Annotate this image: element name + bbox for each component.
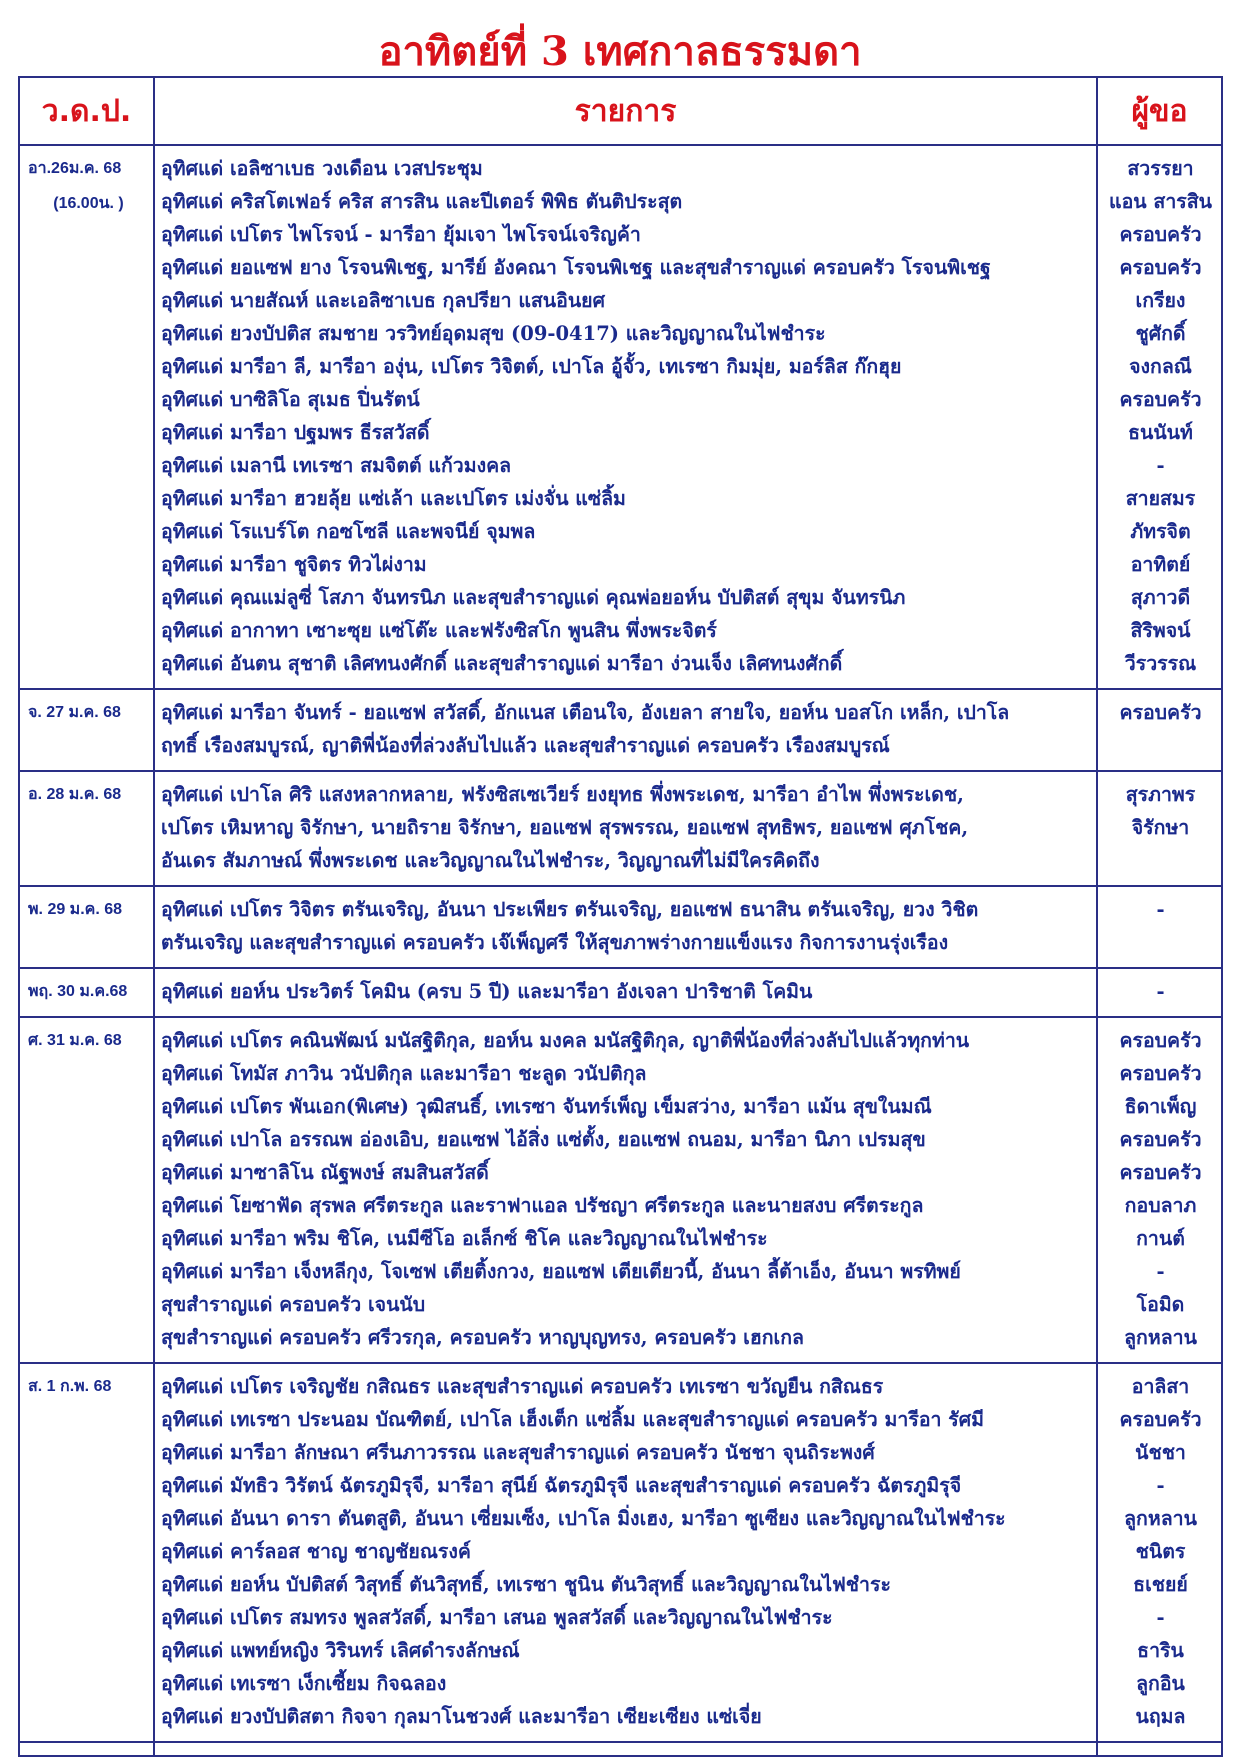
requester-name: โอมิด [1136,1293,1185,1316]
intention-line: อุทิศแด่ เปโตร สมทรง พูลสวัสดิ์, มารีอา เสนอ พูลสวัสดิ์ และวิญญาณในไฟชำระ [161,1606,833,1629]
intention-line: อุทิศแด่ ยวงบัปติส สมชาย วรวิทย์อุดมสุข (09-0417) และวิญญาณในไฟชำระ [161,322,826,345]
requester-name: ธนนันท์ [1128,421,1193,444]
requester-name: ชนิตร [1135,1540,1186,1563]
requester-name: ครอบครัว [1119,1062,1202,1085]
intention-line: อุทิศแด่ อากาทา เซาะซุย แซ่โต๊ะ และฟรังซิสโก พูนสิน พึ่งพระจิตร์ [161,619,717,642]
intention-line: อุทิศแด่ เปโตร พันเอก(พิเศษ) วุฒิสนธิ์, เทเรซา จันทร์เพ็ญ เข็มสว่าง, มารีอา แม้น สุขในมณี [161,1095,932,1118]
intention-line: อุทิศแด่ เปโตร คณินพัฒน์ มนัสฐิติกุล, ยอห์น มงคล มนัสฐิติกุล, ญาติพี่น้องที่ล่วงลับไปแล้วทุกท่าน [161,1029,970,1052]
intention-line: สุขสำราญแด่ ครอบครัว เจนนับ [161,1293,426,1316]
items-cell [154,771,1097,886]
date-cell [19,886,154,968]
page-title: อาทิตย์ที่ 3 เทศกาลธรรมดา [378,28,862,75]
intention-line: สุขสำราญแด่ ครอบครัว ศรีวรกุล, ครอบครัว หาญบุญทรง, ครอบครัว เฮกเกล [161,1326,804,1349]
column-header-requester: ผู้ขอ [1097,77,1222,145]
intention-line: อุทิศแด่ โทมัส ภาวิน วนัปติกุล และมารีอา ชะลูด วนัปติกุล [161,1062,647,1085]
intention-line: อุทิศแด่ แพทย์หญิง วิรินทร์ เลิศดำรงลักษณ์ [161,1639,520,1662]
intention-line: อุทิศแด่ เทเรซา เง็กเซี้ยม กิจฉลอง [161,1672,447,1695]
requester-name: แอน สารสิน [1109,190,1212,213]
requester-name: ครอบครัว [1119,1029,1202,1052]
table-body [19,145,1222,1756]
items-cell [154,968,1097,1017]
requester-name: อาทิตย์ [1130,553,1191,576]
column-header-items: รายการ [154,77,1097,145]
intention-line: อุทิศแด่ โยซาฟัด สุรพล ศรีตระกูล และราฟาแอล ปรัชญา ศรีตระกูล และนายสงบ ศรีตระกูล [161,1194,924,1217]
intention-line: อุทิศแด่ คุณแม่ลูซี่ โสภา จันทรนิภ และสุขสำราญแด่ คุณพ่อยอห์น บัปติสต์ สุขุม จันทรนิภ [161,586,906,609]
table-row [19,1363,1222,1742]
requester-cell [1097,145,1222,689]
requester-name: - [1156,454,1165,477]
intention-line: อุทิศแด่ มารีอา จันทร์ - ยอแซฟ สวัสดิ์, อักแนส เตือนใจ, อังเยลา สายใจ, ยอห์น บอสโก เหล็ก, เปาโล [161,701,1010,724]
intention-line: ตรันเจริญ และสุขสำราญแด่ ครอบครัว เจ๊เพ็ญศรี ให้สุขภาพร่างกายแข็งแรง กิจการงานรุ่งเรือง [161,931,949,954]
date-cell [19,1363,154,1742]
items-cell [154,145,1097,689]
intention-line: อุทิศแด่ ยวงบัปติสตา กิจจา กุลมาโนชวงศ์ และมารีอา เซียะเซียง แซ่เจี่ย [161,1705,762,1728]
requester-name: จิรักษา [1131,816,1190,839]
intention-line: อุทิศแด่ เอลิซาเบธ วงเดือน เวสประชุม [161,157,483,180]
intention-line: อุทิศแด่ บาซิลิโอ สุเมธ ปิ่นรัตน์ [161,388,420,411]
requester-cell [1097,771,1222,886]
items-cell [154,1363,1097,1742]
intention-line: อุทิศแด่ เทเรซา ประนอม บัณฑิตย์, เปาโล เฮ็งเต็ก แซ่ลิ้ม และสุขสำราญแด่ ครอบครัว มารีอา รัศมี [161,1408,984,1431]
requester-name: ธาริน [1137,1639,1184,1662]
requester-name: สายสมร [1125,487,1196,510]
intention-line: อุทิศแด่ เปโตร ไพโรจน์ - มารีอา ยุ้มเจา ไพโรจน์เจริญค้า [161,223,641,246]
requester-cell [1097,886,1222,968]
table-header-row [19,77,1222,145]
intention-line: อุทิศแด่ นายสัณห์ และเอลิซาเบธ กุลปรียา แสนอินยศ [161,289,605,312]
intention-line: อุทิศแด่ มารีอา ลักษณา ศรีนภาวรรณ และสุขสำราญแด่ ครอบครัว นัชชา จุนถิระพงศ์ [161,1441,875,1464]
intention-line: อุทิศแด่ มารีอา ชูจิตร ทิวไผ่งาม [161,553,427,576]
intention-line: อุทิศแด่ มารีอา เจ็งหลีกุง, โจเซฟ เตียติ้งกวง, ยอแซฟ เตียเตียวนี้, อันนา ลี้ต้าเอ็ง, อันนา พรทิพย์ [161,1260,961,1283]
date-cell [19,968,154,1017]
intention-line: อุทิศแด่ มารีอา ฮวยลุ้ย แซ่เล้า และเปโตร เม่งจั่น แซ่ลิ้ม [161,487,626,510]
requester-name: - [1156,1474,1165,1497]
table-row [19,689,1222,771]
table-row [19,1017,1222,1363]
date-text: ส. 1 ก.พ. 68 [28,1378,112,1395]
requester-name: ลูกหลาน [1124,1326,1197,1349]
intention-line: อุทิศแด่ เมลานี เทเรซา สมจิตต์ แก้วมงคล [161,454,512,477]
date-cell [19,689,154,771]
table-row [19,145,1222,689]
date-cell [19,145,154,689]
date-cell [19,1017,154,1363]
intention-line: อุทิศแด่ มารีอา ปฐมพร ธีรสวัสดิ์ [161,421,430,444]
requester-name: สุภาวดี [1130,586,1191,609]
intention-line: อุทิศแด่ เปโตร เจริญชัย กสิณธร และสุขสำราญแด่ ครอบครัว เทเรซา ขวัญยืน กสิณธร [161,1375,884,1398]
requester-name: วีรวรรณ [1124,652,1197,675]
requester-name: นัชชา [1135,1441,1186,1464]
requester-name: กานต์ [1136,1227,1185,1250]
table-row [19,886,1222,968]
requester-name: จงกลณี [1129,355,1192,378]
table-row [19,771,1222,886]
requester-cell [1097,1017,1222,1363]
requester-cell [1097,689,1222,771]
requester-name: ธิดาเพ็ญ [1124,1095,1197,1118]
intention-line: อุทิศแด่ ยอแซฟ ยาง โรจนพิเชฐ, มารีย์ อังคณา โรจนพิเชฐ และสุขสำราญแด่ ครอบครัว โรจนพิเชฐ [161,256,991,279]
requester-name: ลูกอิน [1136,1672,1185,1695]
date-text: พฤ. 30 ม.ค.68 [28,983,128,1000]
requester-name: ลูกหลาน [1124,1507,1197,1530]
mass-intentions-table [18,76,1223,1757]
date-text: อ. 28 ม.ค. 68 [28,786,122,803]
intention-line: ฤทธิ์ เรืองสมบูรณ์, ญาติพี่น้องที่ล่วงลับไปแล้ว และสุขสำราญแด่ ครอบครัว เรืองสมบูรณ์ [161,734,890,757]
requester-name: ครอบครัว [1119,1408,1202,1431]
items-cell [154,1017,1097,1363]
requester-name: อาลิสา [1131,1375,1190,1398]
requester-name: - [1156,980,1165,1003]
requester-cell [1097,968,1222,1017]
requester-name: ครอบครัว [1119,223,1202,246]
requester-name: สุรภาพร [1125,783,1196,806]
intention-line: อุทิศแด่ ยอห์น ประวิตร์ โคมิน (ครบ 5 ปี) และมารีอา อังเจลา ปาริชาติ โคมิน [161,980,813,1003]
intention-line: อุทิศแด่ มาซาลิโน ณัฐพงษ์ สมสินสวัสดิ์ [161,1161,489,1184]
intention-line: อุทิศแด่ มารีอา พริม ชิโค, เนมีซีโอ อเล็กซ์ ชิโค และวิญญาณในไฟชำระ [161,1227,768,1250]
requester-name: เกรียง [1135,289,1186,312]
intention-line: อุทิศแด่ มัทธิว วิรัตน์ ฉัตรภูมิรุจี, มารีอา สุนีย์ ฉัตรภูมิรุจี และสุขสำราญแด่ ครอบครัว ฉัตรภูมิรุจี [161,1474,962,1497]
intention-line: อุทิศแด่ เปาโล อรรณพ อ่องเอิบ, ยอแซฟ ไอ้สิ่ง แซ่ตั้ง, ยอแซฟ ถนอม, มารีอา นิภา เปรมสุข [161,1128,926,1151]
intention-line: อุทิศแด่ มารีอา ลี, มารีอา องุ่น, เปโตร วิจิตต์, เปาโล อู้จั้ว, เทเรซา กิมมุ่ย, มอร์ลิส ก๊กฮุย [161,355,902,378]
requester-name: ธเชยย์ [1133,1573,1188,1596]
requester-name: ภัทรจิต [1130,520,1191,543]
items-cell [154,689,1097,771]
intention-line: อุทิศแด่ คาร์ลอส ชาญ ชาญชัยณรงค์ [161,1540,471,1563]
date-text: พ. 29 ม.ค. 68 [28,901,123,918]
intention-line: เปโตร เหิมหาญ จิรักษา, นายถิราย จิรักษา, ยอแซฟ สุรพรรณ, ยอแซฟ สุทธิพร, ยอแซฟ ศุภโชค, [161,816,969,839]
requester-name: ครอบครัว [1119,388,1202,411]
mass-time-text: (16.00น. ) [53,195,124,212]
date-text: ศ. 31 ม.ค. 68 [28,1032,122,1049]
requester-name: - [1156,1606,1165,1629]
requester-cell [1097,1363,1222,1742]
date-text: จ. 27 ม.ค. 68 [28,704,121,721]
requester-name: ชูศักดิ์ [1135,322,1186,345]
intention-line: อุทิศแด่ เปโตร วิจิตร ตรันเจริญ, อันนา ประเพียร ตรันเจริญ, ยอแซฟ ธนาสิน ตรันเจริญ, ยวง วิชิต [161,898,979,921]
date-cell [19,771,154,886]
intention-line: อุทิศแด่ คริสโตเฟอร์ คริส สารสิน และปีเตอร์ พิพิธ ตันติประสุต [161,190,683,213]
column-header-date: ว.ด.ป. [19,77,154,145]
requester-name: ครอบครัว [1119,1161,1202,1184]
intention-line: อุทิศแด่ เปาโล ศิริ แสงหลากหลาย, ฟรังซิสเซเวียร์ ยงยุทธ พึ่งพระเดช, มารีอา อำไพ พึ่งพระเดช, [161,783,964,806]
table-row [19,968,1222,1017]
requester-name: - [1156,1260,1165,1283]
requester-name: ครอบครัว [1119,1128,1202,1151]
requester-name: - [1156,898,1165,921]
requester-name: นฤมล [1135,1705,1186,1728]
date-text: อา.26ม.ค. 68 [28,160,122,177]
intention-line: อุทิศแด่ อันนา ดารา ตันตสูติ, อันนา เซี่ยมเซ็ง, เปาโล มิ่งเฮง, มารีอา ซูเซียง และวิญญาณในไฟชำระ [161,1507,1006,1530]
requester-name: ครอบครัว [1119,256,1202,279]
intention-line: อันเดร สัมภาษณ์ พึ่งพระเดช และวิญญาณในไฟชำระ, วิญญาณที่ไม่มีใครคิดถึง [161,849,820,872]
items-cell [154,886,1097,968]
intention-line: อุทิศแด่ อันตน สุชาติ เลิศทนงศักดิ์ และสุขสำราญแด่ มารีอา ง่วนเจ็ง เลิศทนงศักดิ์ [161,652,843,675]
requester-name: สิริพจน์ [1130,619,1191,642]
intention-line: อุทิศแด่ โรแบร์โต กอซโซลี และพจนีย์ จุมพล [161,520,536,543]
requester-name: สวรรยา [1127,157,1194,180]
requester-name: กอบลาภ [1124,1194,1197,1217]
intention-line: อุทิศแด่ ยอห์น บัปติสต์ วิสุทธิ์ ตันวิสุทธิ์, เทเรซา ชูนิน ตันวิสุทธิ์ และวิญญาณในไฟชำระ [161,1573,891,1596]
requester-name: ครอบครัว [1119,701,1202,724]
